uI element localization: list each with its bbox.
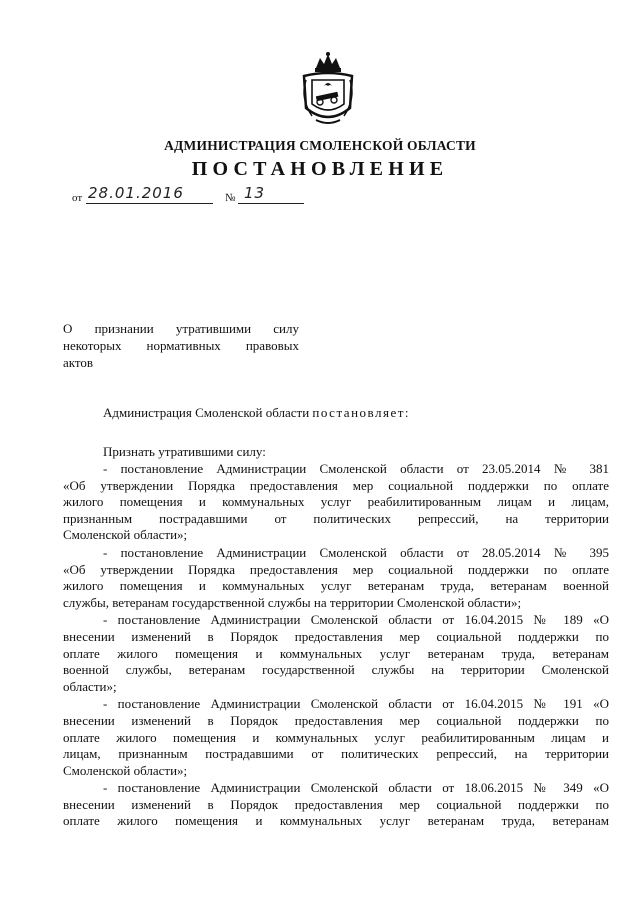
number-value: 13 [244,184,266,202]
list-item [63,461,609,544]
preamble-verb: постановляет: [312,405,411,420]
date-number-line [72,184,332,208]
item-line: внесении изменений в Порядок предоставления мер социальной поддержки по [63,628,609,644]
preamble [63,405,609,421]
date-underline [86,203,213,204]
admin-title: АДМИНИСТРАЦИЯ СМОЛЕНСКОЙ ОБЛАСТИ [164,138,476,153]
item-line: внесении изменений в Порядок предоставления мер социальной поддержки по [63,796,609,812]
item-line: «Об утверждении Порядка предоставления мер социальной поддержки по оплате [63,561,609,577]
subject-line: некоторых нормативных правовых [63,338,299,353]
item-line: Смоленской области»; [63,527,188,543]
number-underline [238,203,304,204]
item-line: - постановление Администрации Смоленской области от 16.04.2015 № 191 «О [103,696,609,712]
document-subject [63,320,299,371]
item-line: жилого помещения и коммунальных услуг реабилитированным лицам и лицам, [63,494,609,510]
list-item [63,612,609,695]
list-item [63,545,609,611]
item-line: лицам, признанным пострадавшими от политических репрессий, на территории [63,746,609,762]
item-line: жилого помещения и коммунальных услуг ветеранам труда, ветеранам военной [63,578,609,594]
item-line: - постановление Администрации Смоленской области от 23.05.2014 № 381 [103,461,609,476]
item-line: оплате жилого помещения и коммунальных услуг ветеранам труда, ветеранам [63,645,609,661]
subject-line: О признании утратившими силу [63,321,299,336]
number-label: № [225,192,236,204]
item-line: внесении изменений в Порядок предоставления мер социальной поддержки по [63,712,609,728]
item-line: - постановление Администрации Смоленской области от 18.06.2015 № 349 «О [103,780,609,796]
lead-label: Признать утратившими силу: [103,444,266,459]
item-line: службы, ветеранам государственной службы на территории Смоленской области»; [63,594,522,610]
item-line: признанным пострадавшими от политических репрессий, на территории [63,510,609,526]
date-value: 28.01.2016 [88,184,184,202]
item-line: Смоленской области»; [63,762,188,778]
item-line: области»; [63,678,117,694]
date-label: от [72,192,83,204]
item-line: оплате жилого помещения и коммунальных услуг реабилитированным лицам и [63,729,609,745]
document-type: ПОСТАНОВЛЕНИЕ [191,158,449,180]
item-line: - постановление Администрации Смоленской области от 28.05.2014 № 395 [103,544,609,560]
coat-of-arms-icon [296,50,360,130]
repealed-acts-list [63,461,609,830]
item-line: «Об утверждении Порядка предоставления мер социальной поддержки по оплате [63,477,609,493]
list-item [63,696,609,779]
item-line: военной службы, ветеранам государственной службы на территории Смоленской [63,662,609,678]
subject-line: актов [63,355,94,370]
item-line: - постановление Администрации Смоленской области от 16.04.2015 № 189 «О [103,612,609,628]
list-item [63,780,609,830]
preamble-text: Администрация Смоленской области [103,405,310,420]
lead-text [63,444,609,460]
item-line: оплате жилого помещения и коммунальных услуг ветеранам труда, ветеранам [63,813,609,829]
